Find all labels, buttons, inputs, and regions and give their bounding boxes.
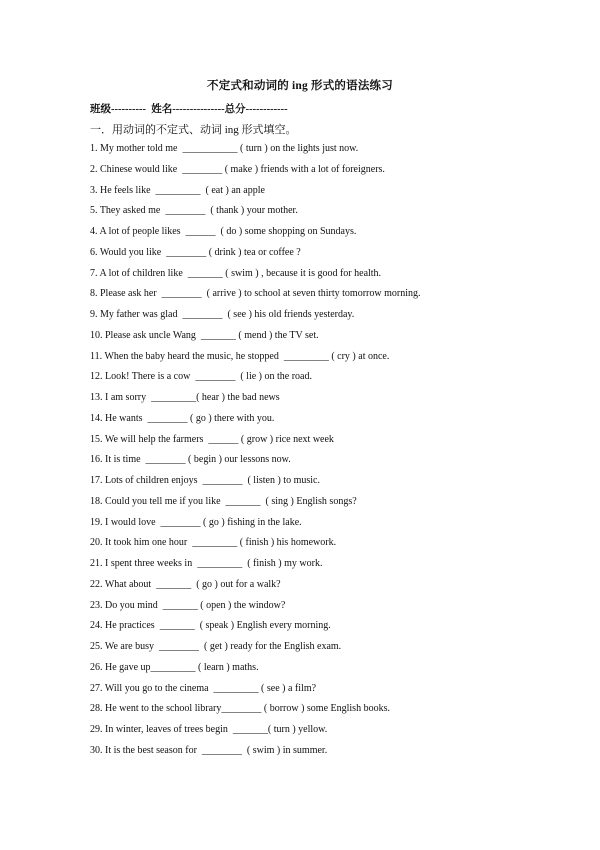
question-item: 19. I would love ________ ( go ) fishing in the lake.	[90, 516, 302, 528]
question-item: 24. He practices _______ ( speak ) English every morning.	[90, 620, 331, 632]
question-item: 15. We will help the farmers ______ ( grow ) rice next week	[90, 433, 334, 445]
question-item: 25. We are busy ________ ( get ) ready for the English exam.	[90, 641, 342, 652]
question-item: 4. A lot of people likes ______ ( do ) some shopping on Sundays.	[90, 226, 357, 237]
question-item: 14. He wants ________ ( go ) there with you.	[90, 412, 275, 424]
question-item: 20. It took him one hour _________ ( finish ) his homework.	[90, 537, 337, 549]
question-item: 12. Look! There is a cow ________ ( lie ) on the road.	[90, 371, 312, 383]
question-item: 3. He feels like _________ ( eat ) an apple	[90, 184, 265, 196]
question-item: 5. They asked me ________ ( thank ) your mother.	[90, 205, 298, 217]
question-item: 22. What about _______ ( go ) out for a walk?	[90, 578, 281, 590]
question-item: 27. Will you go to the cinema _________ ( see ) a film?	[90, 682, 317, 694]
question-item: 23. Do you mind _______ ( open ) the window?	[90, 599, 286, 611]
question-item: 28. He went to the school library________ ( borrow ) some English books.	[90, 703, 390, 715]
question-item: 21. I spent three weeks in _________ ( finish ) my work.	[90, 558, 323, 569]
student-info-line: 班级---------- 姓名---------------总分------------	[90, 104, 288, 115]
question-item: 26. He gave up_________ ( learn ) maths.	[90, 661, 259, 673]
question-item: 9. My father was glad ________ ( see ) his old friends yesterday.	[90, 309, 355, 320]
question-item: 30. It is the best season for ________ ( swim ) in summer.	[90, 744, 328, 756]
page-title: 不定式和动词的 ing 形式的语法练习	[207, 80, 393, 92]
question-item: 29. In winter, leaves of trees begin _______( turn ) yellow.	[90, 724, 328, 735]
question-item: 10. Please ask uncle Wang _______ ( mend ) the TV set.	[90, 329, 319, 341]
question-item: 11. When the baby heard the music, he stopped _________ ( cry ) at once.	[90, 350, 390, 362]
question-item: 8. Please ask her ________ ( arrive ) to school at seven thirty tomorrow morning.	[90, 288, 421, 300]
question-item: 13. I am sorry _________( hear ) the bad news	[90, 392, 280, 403]
question-list	[90, 142, 420, 765]
question-item: 6. Would you like ________ ( drink ) tea or coffee ?	[90, 246, 301, 258]
section-heading: 一．用动词的不定式、动词 ing 形式填空。	[90, 124, 297, 136]
question-item: 18. Could you tell me if you like _______ ( sing ) English songs?	[90, 495, 357, 507]
question-item: 16. It is time ________ ( begin ) our lessons now.	[90, 454, 291, 466]
question-item: 2. Chinese would like ________ ( make ) friends with a lot of foreigners.	[90, 163, 385, 175]
question-item: 1. My mother told me ___________ ( turn ) on the lights just now.	[90, 143, 359, 154]
question-item: 7. A lot of children like _______ ( swim ) , because it is good for health.	[90, 267, 382, 279]
question-item: 17. Lots of children enjoys ________ ( listen ) to music.	[90, 475, 320, 486]
